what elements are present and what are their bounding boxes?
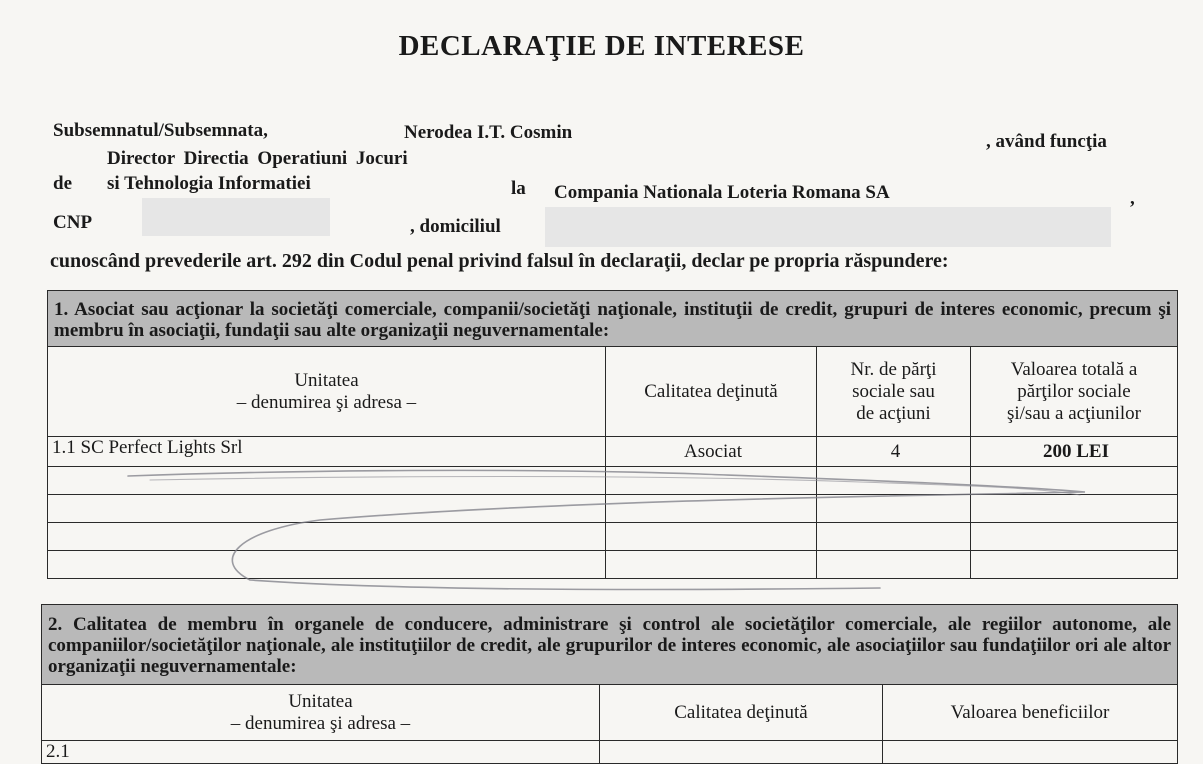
function-line2: si Tehnologia Informatiei xyxy=(107,173,311,194)
section1-col-value xyxy=(971,347,1178,437)
section1-col-value-line1: Valoarea totală a xyxy=(1010,358,1138,380)
function-line1: Director Directia Operatiuni Jocuri xyxy=(107,148,408,169)
section2-col-unit-line1: Unitatea xyxy=(288,690,353,712)
section1-col-unit xyxy=(48,347,606,437)
cnp-redaction xyxy=(142,198,330,236)
section1-col-unit-line1: Unitatea xyxy=(294,369,359,391)
section1-table xyxy=(47,290,1178,579)
section1-row1-quality: Asociat xyxy=(606,437,817,467)
section2-col-quality: Calitatea deţinută xyxy=(600,685,883,741)
section1-col-shares-line2: sociale sau xyxy=(852,380,935,402)
table-row xyxy=(48,495,1178,523)
table-row xyxy=(48,523,1178,551)
table-row xyxy=(48,551,1178,579)
section1-heading: 1. Asociat sau acţionar la societăţi comerciale, companii/societăţi naţionale, instituţii de credit, grupuri de interes economic, precum şi membru în asociaţii, fundaţii sau alte organizaţii neguvernamentale: xyxy=(48,291,1178,347)
section2-row1-unit: 2.1 xyxy=(42,741,600,764)
section1-col-value-line2: părţilor sociale xyxy=(1017,380,1131,402)
header-comma: , xyxy=(1130,188,1135,209)
section2-col-unit-line2: – denumirea şi adresa – xyxy=(230,712,411,734)
section1-col-quality: Calitatea deţinută xyxy=(606,347,817,437)
section1-col-unit-line2: – denumirea şi adresa – xyxy=(236,391,417,413)
address-redaction xyxy=(545,207,1111,247)
avand-functia-label: , având funcţia xyxy=(986,131,1107,152)
page-title: DECLARAŢIE DE INTERESE xyxy=(398,30,805,62)
section2-col-unit xyxy=(42,685,600,741)
section1-col-shares xyxy=(817,347,971,437)
section1-row1-unit: 1.1 SC Perfect Lights Srl xyxy=(48,437,606,467)
section1-row1-value: 200 LEI xyxy=(971,437,1178,467)
legal-statement: cunoscând prevederile art. 292 din Codul penal privind falsul în declaraţii, declar pe propria răspundere: xyxy=(50,250,949,272)
section2-col-benefits: Valoarea beneficiilor xyxy=(883,685,1178,741)
section1-col-value-line3: şi/sau a acţiunilor xyxy=(1006,402,1142,424)
domiciliul-label: , domiciliul xyxy=(410,216,501,237)
section2-heading: 2. Calitatea de membru în organele de conducere, administrare şi control ale societăţilor comerciale, ale regiilor autonome, ale companiilor/societăţilor naţionale, ale instituţiilor de credit, ale grupurilor de interes economic, ale asociaţiilor sau fundaţiilor ori ale altor organizaţii neguvernamentale: xyxy=(42,605,1178,685)
table-row xyxy=(48,467,1178,495)
company-name: Compania Nationala Loteria Romana SA xyxy=(554,182,890,203)
de-label: de xyxy=(53,173,72,194)
cnp-label: CNP xyxy=(53,212,93,233)
la-label: la xyxy=(511,178,526,199)
declarant-name: Nerodea I.T. Cosmin xyxy=(404,122,573,143)
section1-col-shares-line3: de acţiuni xyxy=(856,402,931,424)
table-row xyxy=(48,437,1178,467)
subsemnatul-label: Subsemnatul/Subsemnata, xyxy=(53,120,268,141)
table-row xyxy=(42,741,1178,764)
section2-table xyxy=(41,604,1178,764)
section1-row1-shares: 4 xyxy=(817,437,971,467)
section1-col-shares-line1: Nr. de părţi xyxy=(850,358,937,380)
